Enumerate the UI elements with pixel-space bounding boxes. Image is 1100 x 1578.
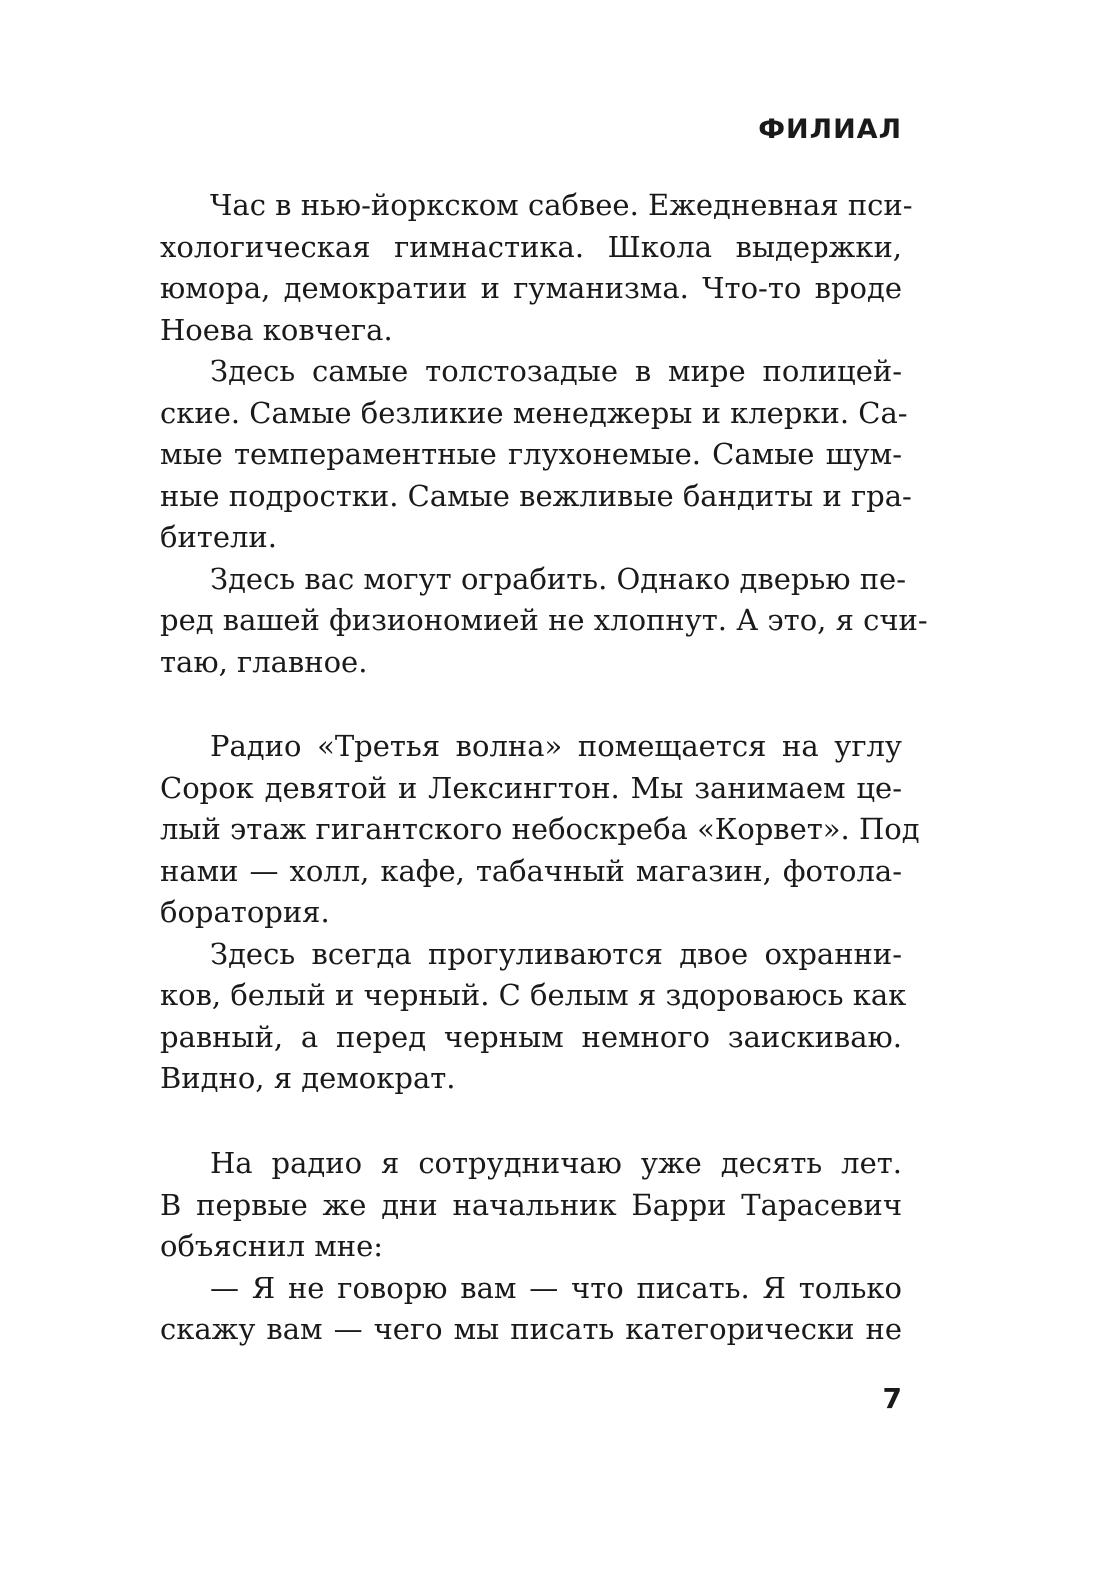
text-line: Сорок девятой и Лексингтон. Мы занимаем це- [160, 770, 902, 805]
text-line: боратория. [160, 895, 330, 929]
page-number: 7 [882, 1382, 902, 1415]
text-line: мые темпераментные глухонемые. Самые шум- [160, 437, 902, 471]
text-line: Ноева ковчега. [160, 312, 393, 347]
text-block-2 [160, 726, 920, 1100]
text-line: Здесь всегда прогуливаются двое охранни- [210, 936, 902, 971]
text-line: ков, белый и черный. С белым я здороваюсь как [160, 978, 907, 1012]
text-line: Видно, я демократ. [160, 1061, 456, 1095]
text-line: На радио я сотрудничаю уже десять лет. [210, 1146, 902, 1180]
text-line: Здесь вас могут ограбить. Однако дверью пе- [210, 561, 907, 596]
text-line: Час в нью-йоркском сабвее. Ежедневная пси- [210, 188, 913, 222]
text-block-1 [160, 185, 928, 683]
text-line: нами — холл, кафе, табачный магазин, фотола- [160, 853, 902, 888]
text-block-3 [160, 1143, 902, 1351]
text-line: таю, главное. [160, 644, 368, 679]
text-line: хологическая гимнастика. Школа выдержки, [160, 229, 902, 264]
text-line: Радио «Третья волна» помещается на углу [210, 729, 902, 763]
text-line: — Я не говорю вам — что писать. Я только [210, 1270, 902, 1305]
text-line: лый этаж гигантского небоскреба «Корвет». Под [160, 812, 920, 846]
text-line: бители. [160, 520, 277, 554]
text-line: Здесь самые толстозадые в мире полицей- [210, 354, 902, 388]
text-line: ские. Самые безликие менеджеры и клерки. Са- [160, 395, 908, 430]
text-line: скажу вам — чего мы писать категорически не [160, 1312, 902, 1346]
text-line: равный, а перед черным немного заискиваю. [160, 1019, 902, 1054]
text-line: ред вашей физиономией не хлопнут. А это, я счи- [160, 603, 928, 637]
text-line: ные подростки. Самые вежливые бандиты и гра- [160, 478, 912, 513]
text-line: объяснил мне: [160, 1229, 384, 1263]
text-line: юмора, демократии и гуманизма. Что-то вроде [160, 271, 902, 305]
text-line: В первые же дни начальник Барри Тарасевич [160, 1187, 902, 1222]
running-head: ФИЛИАЛ [758, 114, 902, 145]
